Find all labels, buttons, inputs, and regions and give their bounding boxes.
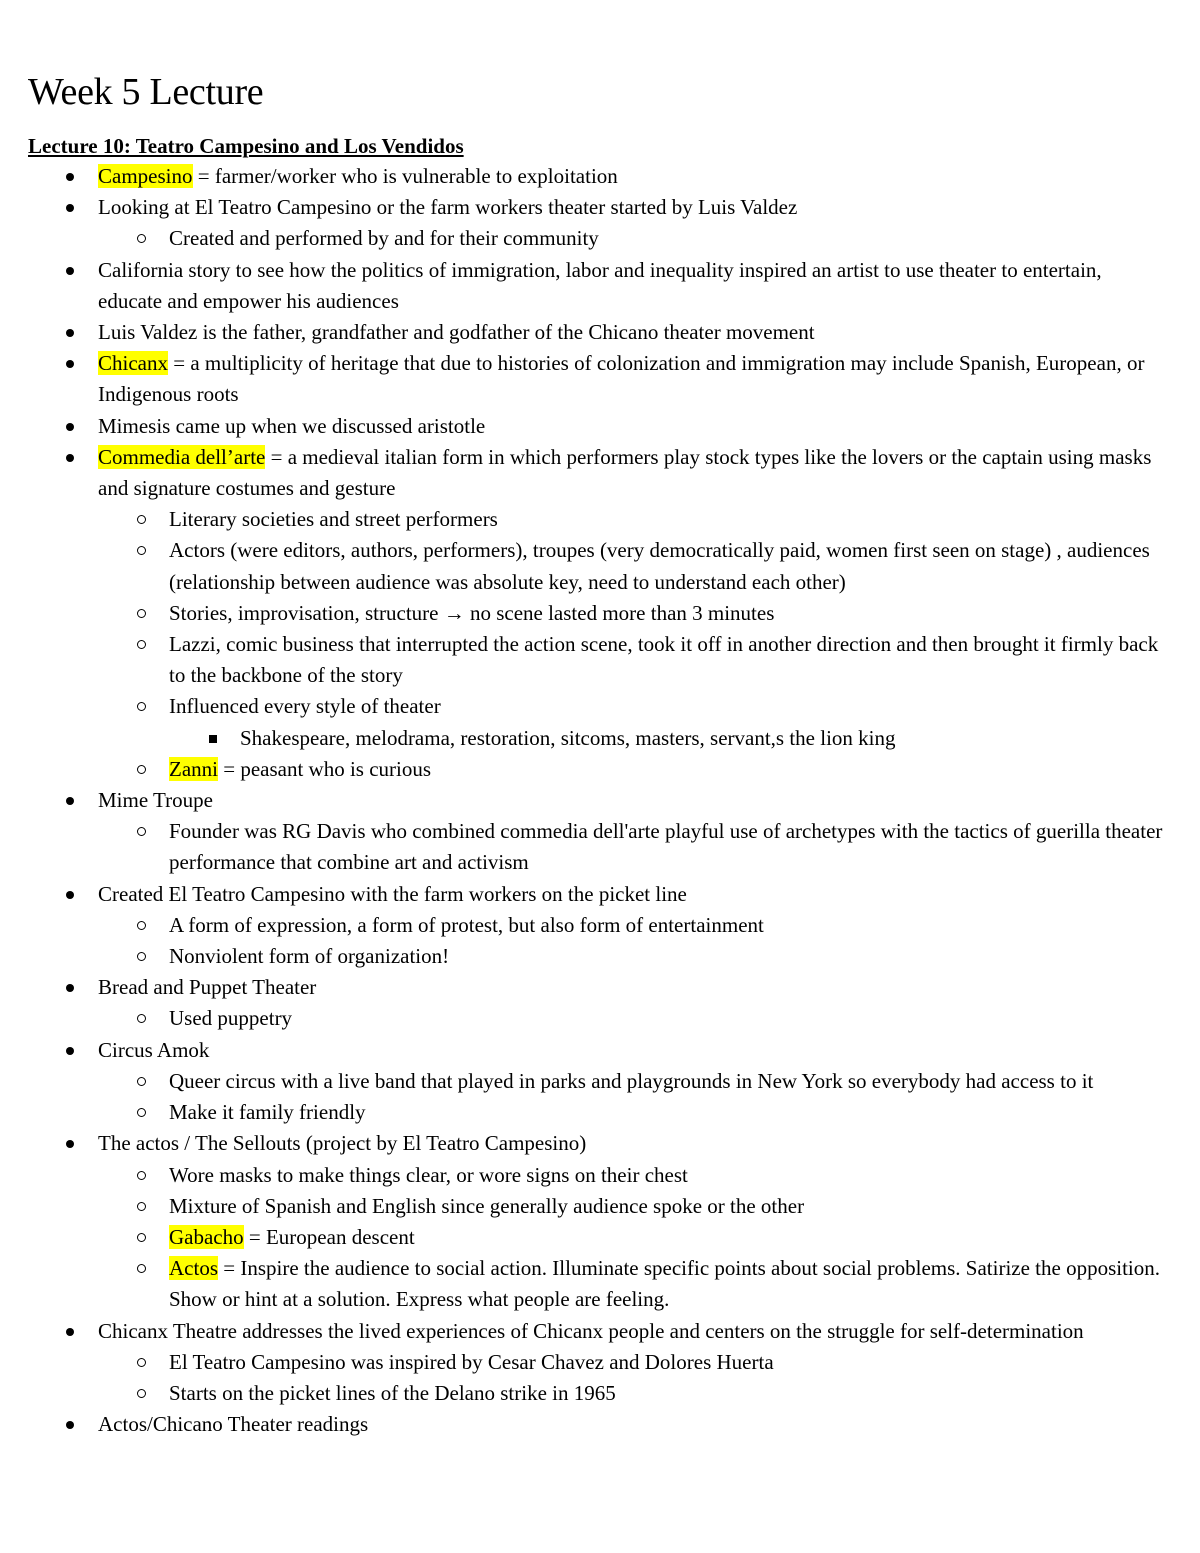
bullet-circle-icon xyxy=(135,910,149,941)
list-item-text: Shakespeare, melodrama, restoration, sitcoms, masters, servant,s the lion king xyxy=(240,725,896,750)
list-item xyxy=(0,785,1200,816)
bullet-square-icon xyxy=(206,723,220,754)
list-item-text: = farmer/worker who is vulnerable to exploitation xyxy=(192,164,618,188)
list-item-text: Lazzi, comic business that interrupted the action scene, took it off in another direction and then brought it firmly back to the backbone of the story xyxy=(169,632,1159,688)
bullet-circle-icon xyxy=(135,223,149,254)
bullet-dot-icon xyxy=(63,1035,77,1066)
list-item xyxy=(0,1066,1200,1097)
list-item xyxy=(0,1128,1200,1159)
list-item xyxy=(0,192,1200,223)
lecture-subheading: Lecture 10: Teatro Campesino and Los Vendidos xyxy=(28,134,464,158)
list-item xyxy=(0,161,1200,192)
list-item-text: Used puppetry xyxy=(169,1006,293,1031)
list-item-text: California story to see how the politics of immigration, labor and inequality inspired an artist to use theater to entertain, educate and empower his audiences xyxy=(98,257,1102,313)
bullet-dot-icon xyxy=(63,411,77,442)
bullet-dot-icon xyxy=(63,255,77,286)
bullet-circle-icon xyxy=(135,1191,149,1222)
list-item xyxy=(0,629,1200,691)
bullet-dot-icon xyxy=(63,348,77,379)
list-item-text: Actors (were editors, authors, performers), troupes (very democratically paid, women first seen on stage) , audiences (relationship between audience was absolute key, need to understand each other) xyxy=(169,538,1150,594)
list-item-text: Influenced every style of theater xyxy=(169,694,441,719)
list-item xyxy=(0,816,1200,878)
bullet-circle-icon xyxy=(135,1347,149,1378)
bullet-dot-icon xyxy=(63,972,77,1003)
list-item xyxy=(0,1222,1200,1253)
list-item xyxy=(0,910,1200,941)
page-title: Week 5 Lecture xyxy=(28,71,264,113)
notes-list xyxy=(0,161,1200,1440)
bullet-dot-icon xyxy=(63,879,77,910)
highlighted-term: Gabacho xyxy=(169,1224,244,1249)
list-item-text: Chicanx Theatre addresses the lived experiences of Chicanx people and centers on the struggle for self-determination xyxy=(98,1318,1084,1343)
list-item xyxy=(0,1191,1200,1222)
bullet-circle-icon xyxy=(135,941,149,972)
list-item-text: Wore masks to make things clear, or wore signs on their chest xyxy=(169,1162,688,1187)
list-item xyxy=(0,1253,1200,1315)
bullet-circle-icon xyxy=(135,1222,149,1253)
highlighted-term: Chicanx xyxy=(98,351,168,376)
list-item xyxy=(0,691,1200,722)
list-item xyxy=(0,1003,1200,1034)
bullet-circle-icon xyxy=(135,1097,149,1128)
bullet-circle-icon xyxy=(135,816,149,847)
list-item-text: = Inspire the audience to social action. Illuminate specific points about social problems. Satirize the opposition. Show or hint at a solution. Express what people are feeling. xyxy=(169,1256,1161,1312)
bullet-dot-icon xyxy=(63,785,77,816)
list-item-text: Mime Troupe xyxy=(98,788,213,813)
bullet-circle-icon xyxy=(135,1160,149,1191)
bullet-circle-icon xyxy=(135,598,149,629)
bullet-circle-icon xyxy=(135,1378,149,1409)
list-item-text: Make it family friendly xyxy=(169,1100,366,1125)
list-item-text: Circus Amok xyxy=(98,1037,210,1062)
list-item xyxy=(0,535,1200,597)
list-item-text: Bread and Puppet Theater xyxy=(98,975,317,1000)
list-item xyxy=(0,223,1200,254)
list-item-text: The actos / The Sellouts (project by El Teatro Campesino) xyxy=(98,1131,587,1156)
list-item xyxy=(0,317,1200,348)
list-item xyxy=(0,1347,1200,1378)
bullet-circle-icon xyxy=(135,754,149,785)
list-item-text: Queer circus with a live band that played in parks and playgrounds in New York so everybody had access to it xyxy=(169,1068,1094,1093)
bullet-circle-icon xyxy=(135,1253,149,1284)
list-item-text: = a multiplicity of heritage that due to histories of colonization and immigration may include Spanish, European, or Indigenous roots xyxy=(98,351,1145,407)
list-item-text: = European descent xyxy=(243,1224,415,1249)
list-item-text: Starts on the picket lines of the Delano strike in 1965 xyxy=(169,1380,616,1405)
list-item-text: Mixture of Spanish and English since generally audience spoke or the other xyxy=(169,1193,805,1218)
list-item xyxy=(0,504,1200,535)
highlighted-term: Campesino xyxy=(98,164,193,188)
list-item-text: Founder was RG Davis who combined commedia dell'arte playful use of archetypes with the tactics of guerilla theater performance that combine art and activism xyxy=(169,819,1163,875)
list-item xyxy=(0,598,1200,629)
list-item xyxy=(0,1378,1200,1409)
list-item xyxy=(0,411,1200,442)
list-item xyxy=(0,442,1200,504)
list-item xyxy=(0,723,1200,754)
list-item-text: = a medieval italian form in which performers play stock types like the lovers or the captain using masks and signature costumes and gesture xyxy=(98,444,1152,501)
list-item-text: A form of expression, a form of protest, but also form of entertainment xyxy=(169,912,764,937)
bullet-dot-icon xyxy=(63,1316,77,1347)
list-item xyxy=(0,972,1200,1003)
list-item xyxy=(0,1160,1200,1191)
list-item-text: = peasant who is curious xyxy=(217,756,432,781)
list-item-text: Mimesis came up when we discussed aristotle xyxy=(98,413,486,438)
bullet-circle-icon xyxy=(135,535,149,566)
list-item xyxy=(0,1097,1200,1128)
list-item-text: Luis Valdez is the father, grandfather and godfather of the Chicano theater movement xyxy=(98,320,815,345)
bullet-circle-icon xyxy=(135,629,149,660)
list-item-text: Nonviolent form of organization! xyxy=(169,944,450,969)
list-item xyxy=(0,879,1200,910)
list-item-text: El Teatro Campesino was inspired by Cesar Chavez and Dolores Huerta xyxy=(169,1349,774,1374)
list-item-text: Actos/Chicano Theater readings xyxy=(98,1412,369,1437)
list-item xyxy=(0,1409,1200,1440)
highlighted-term: Actos xyxy=(169,1256,218,1281)
list-item xyxy=(0,941,1200,972)
bullet-dot-icon xyxy=(63,442,77,473)
list-item xyxy=(0,1316,1200,1347)
list-item xyxy=(0,255,1200,317)
list-item-text: Stories, improvisation, structure → no scene lasted more than 3 minutes xyxy=(169,600,775,625)
list-item-text: Created El Teatro Campesino with the farm workers on the picket line xyxy=(98,881,687,906)
list-item xyxy=(0,1035,1200,1066)
list-item xyxy=(0,754,1200,785)
bullet-dot-icon xyxy=(63,1128,77,1159)
highlighted-term: Zanni xyxy=(169,756,218,781)
list-item-text: Literary societies and street performers xyxy=(169,507,498,532)
bullet-circle-icon xyxy=(135,1066,149,1097)
bullet-dot-icon xyxy=(63,317,77,348)
list-item-text: Looking at El Teatro Campesino or the farm workers theater started by Luis Valdez xyxy=(98,195,798,220)
bullet-circle-icon xyxy=(135,691,149,722)
bullet-dot-icon xyxy=(63,192,77,223)
list-item-text: Created and performed by and for their community xyxy=(169,226,599,251)
highlighted-term: Commedia dell’arte xyxy=(98,444,266,469)
bullet-dot-icon xyxy=(63,161,77,192)
bullet-circle-icon xyxy=(135,504,149,535)
list-item xyxy=(0,348,1200,410)
bullet-dot-icon xyxy=(63,1409,77,1440)
bullet-circle-icon xyxy=(135,1003,149,1034)
